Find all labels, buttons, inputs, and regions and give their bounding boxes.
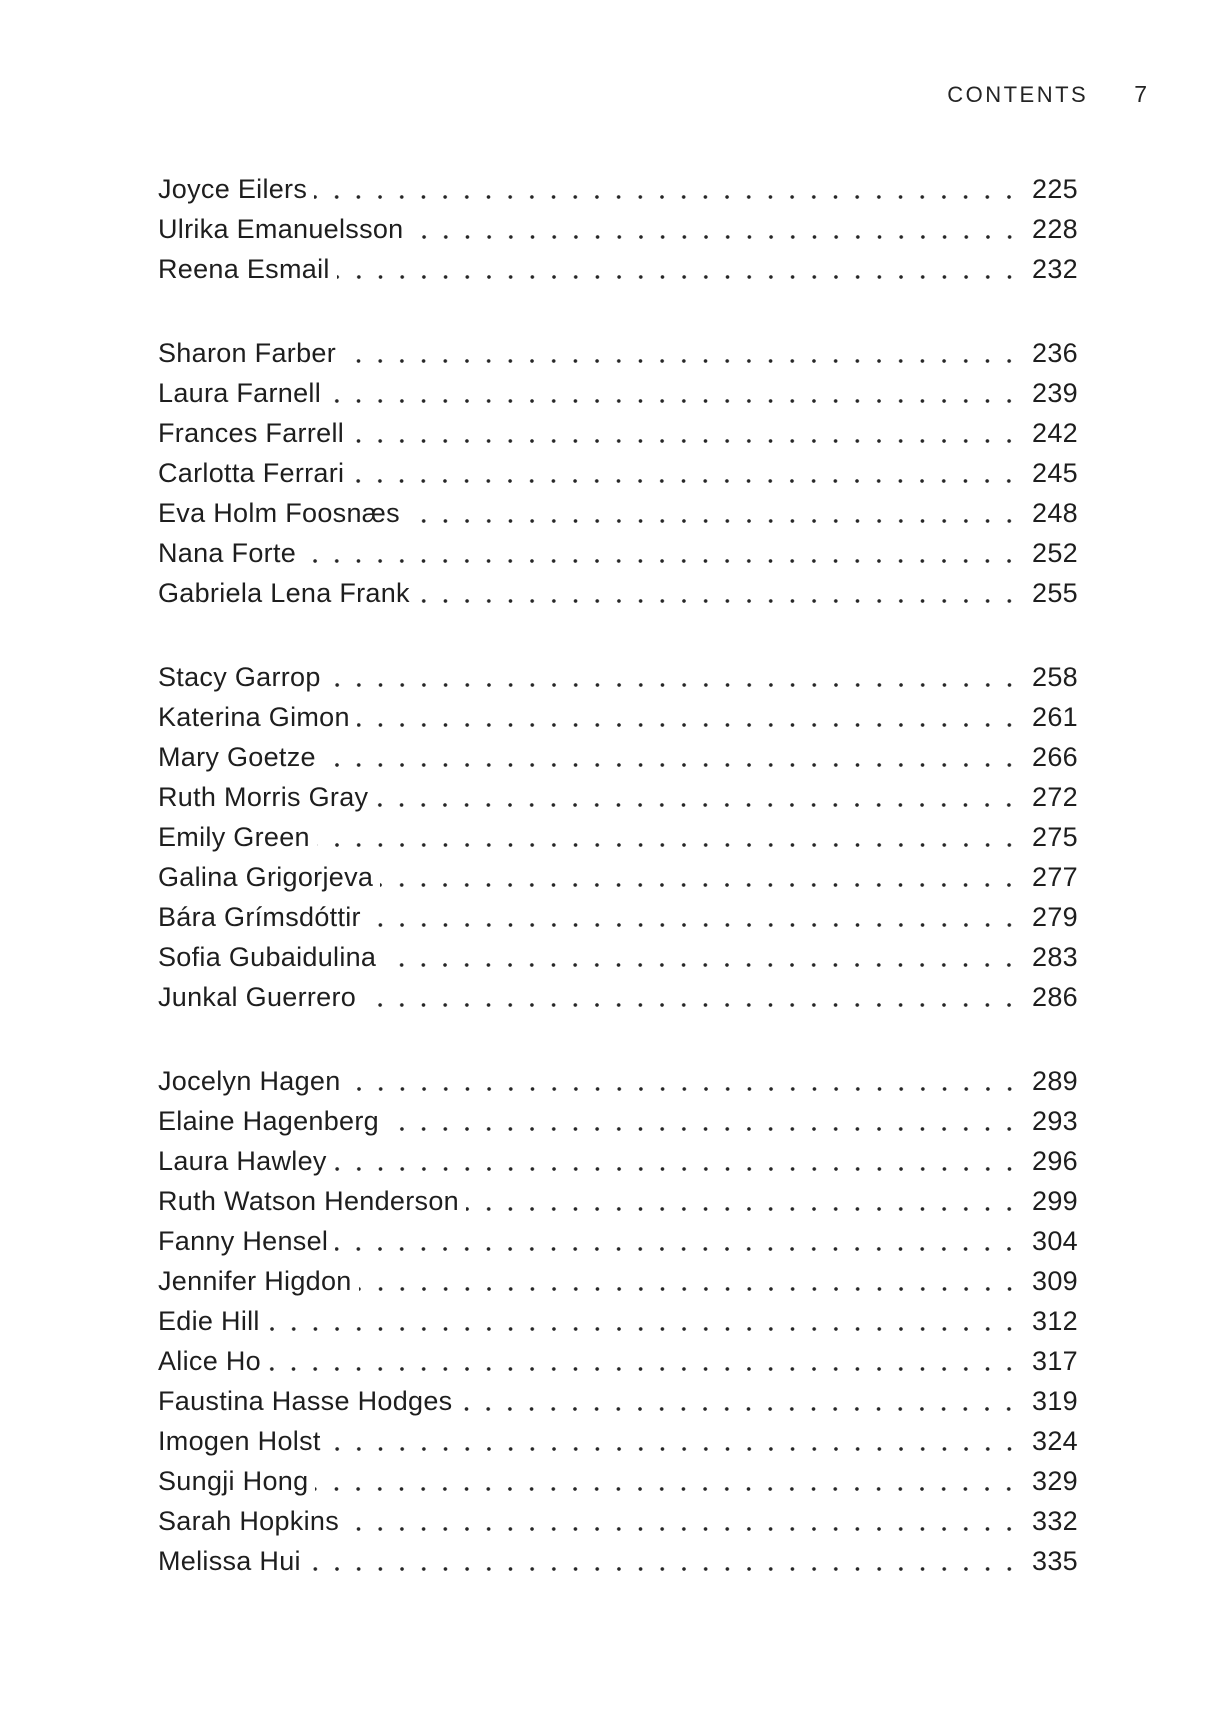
dot-leader: [314, 169, 1022, 209]
toc-entry: [158, 697, 1078, 737]
toc-group: [158, 657, 1078, 1017]
entry-name: Laura Hawley: [158, 1146, 327, 1176]
entry-name: Galina Grigorjeva: [158, 862, 374, 892]
entry-name: Laura Farnell: [158, 378, 321, 408]
toc-entry: [158, 777, 1078, 817]
entry-name: Katerina Gimon: [158, 702, 350, 732]
entry-page-number: 252: [1032, 538, 1078, 568]
entry-name: Elaine Hagenberg: [158, 1106, 379, 1136]
dot-leader: [417, 573, 1022, 613]
entry-page-number: 312: [1032, 1306, 1078, 1336]
toc-entry: [158, 937, 1078, 977]
toc-entry: [158, 1221, 1078, 1261]
dot-leader: [337, 249, 1022, 289]
toc-entry: [158, 897, 1078, 937]
toc-entry: [158, 1421, 1078, 1461]
toc-entry: [158, 1501, 1078, 1541]
toc-entry: [158, 657, 1078, 697]
dot-leader: [334, 1141, 1022, 1181]
toc-entry: [158, 573, 1078, 613]
toc-entry: [158, 1301, 1078, 1341]
toc-entry: [158, 1061, 1078, 1101]
dot-leader: [346, 1501, 1022, 1541]
dot-leader: [407, 493, 1022, 533]
entry-name: Gabriela Lena Frank: [158, 578, 410, 608]
entry-page-number: 248: [1032, 498, 1078, 528]
dot-leader: [459, 1381, 1022, 1421]
toc-entry: [158, 1141, 1078, 1181]
toc-group: [158, 169, 1078, 289]
entry-name: Mary Goetze: [158, 742, 316, 772]
dot-leader: [363, 977, 1022, 1017]
toc-group: [158, 333, 1078, 613]
entry-name: Joyce Eilers: [158, 174, 308, 204]
dot-leader: [268, 1341, 1022, 1381]
running-header: [947, 82, 1147, 107]
dot-leader: [315, 1461, 1022, 1501]
entry-name: Carlotta Ferrari: [158, 458, 345, 488]
entry-name: Imogen Holst: [158, 1426, 321, 1456]
dot-leader: [317, 817, 1022, 857]
toc-entry: [158, 493, 1078, 533]
entry-page-number: 279: [1032, 902, 1078, 932]
entry-page-number: 332: [1032, 1506, 1078, 1536]
entry-page-number: 329: [1032, 1466, 1078, 1496]
toc-entry: [158, 169, 1078, 209]
toc-entry: [158, 413, 1078, 453]
entry-page-number: 239: [1032, 378, 1078, 408]
toc-group: [158, 1061, 1078, 1581]
entry-page-number: 324: [1032, 1426, 1078, 1456]
dot-leader: [383, 937, 1022, 977]
dot-leader: [368, 897, 1022, 937]
toc-entry: [158, 373, 1078, 413]
entry-page-number: 283: [1032, 942, 1078, 972]
dot-leader: [308, 1541, 1022, 1581]
entry-page-number: 293: [1032, 1106, 1078, 1136]
entry-name: Reena Esmail: [158, 254, 330, 284]
entry-page-number: 272: [1032, 782, 1078, 812]
toc-entry: [158, 1341, 1078, 1381]
entry-page-number: 275: [1032, 822, 1078, 852]
entry-name: Jennifer Higdon: [158, 1266, 352, 1296]
entry-page-number: 317: [1032, 1346, 1078, 1376]
entry-name: Bára Grímsdóttir: [158, 902, 361, 932]
toc-list: [158, 169, 1078, 1581]
entry-name: Nana Forte: [158, 538, 297, 568]
entry-page-number: 242: [1032, 418, 1078, 448]
entry-name: Sungji Hong: [158, 1466, 309, 1496]
dot-leader: [466, 1181, 1022, 1221]
dot-leader: [343, 333, 1022, 373]
entry-page-number: 277: [1032, 862, 1078, 892]
toc-entry: [158, 1461, 1078, 1501]
dot-leader: [328, 373, 1022, 413]
entry-page-number: 289: [1032, 1066, 1078, 1096]
entry-page-number: 258: [1032, 662, 1078, 692]
entry-page-number: 232: [1032, 254, 1078, 284]
entry-page-number: 255: [1032, 578, 1078, 608]
toc-entry: [158, 817, 1078, 857]
entry-name: Frances Farrell: [158, 418, 345, 448]
entry-name: Edie Hill: [158, 1306, 260, 1336]
entry-name: Sharon Farber: [158, 338, 336, 368]
entry-name: Emily Green: [158, 822, 310, 852]
toc-entry: [158, 977, 1078, 1017]
entry-page-number: 236: [1032, 338, 1078, 368]
entry-name: Sarah Hopkins: [158, 1506, 339, 1536]
dot-leader: [267, 1301, 1022, 1341]
entry-page-number: 266: [1032, 742, 1078, 772]
entry-name: Ulrika Emanuelsson: [158, 214, 404, 244]
toc-entry: [158, 209, 1078, 249]
dot-leader: [386, 1101, 1022, 1141]
dot-leader: [357, 697, 1022, 737]
dot-leader: [351, 453, 1022, 493]
toc-entry: [158, 333, 1078, 373]
entry-name: Ruth Morris Gray: [158, 782, 369, 812]
dot-leader: [323, 737, 1022, 777]
entry-page-number: 309: [1032, 1266, 1078, 1296]
toc-entry: [158, 453, 1078, 493]
entry-page-number: 319: [1032, 1386, 1078, 1416]
folio-page-number: 7: [1134, 81, 1147, 107]
toc-entry: [158, 1381, 1078, 1421]
entry-name: Melissa Hui: [158, 1546, 301, 1576]
entry-name: Eva Holm Foosnæs: [158, 498, 400, 528]
entry-name: Stacy Garrop: [158, 662, 321, 692]
entry-name: Faustina Hasse Hodges: [158, 1386, 453, 1416]
entry-page-number: 245: [1032, 458, 1078, 488]
toc-entry: [158, 857, 1078, 897]
toc-entry: [158, 737, 1078, 777]
dot-leader: [380, 857, 1022, 897]
dot-leader: [303, 533, 1022, 573]
toc-entry: [158, 1101, 1078, 1141]
entry-page-number: 335: [1032, 1546, 1078, 1576]
entry-name: Ruth Watson Henderson: [158, 1186, 459, 1216]
entry-name: Fanny Hensel: [158, 1226, 329, 1256]
toc-entry: [158, 1541, 1078, 1581]
entry-name: Alice Ho: [158, 1346, 261, 1376]
running-header-title: CONTENTS: [947, 82, 1089, 107]
toc-entry: [158, 1181, 1078, 1221]
entry-page-number: 261: [1032, 702, 1078, 732]
entry-name: Sofia Gubaidulina: [158, 942, 377, 972]
toc-entry: [158, 1261, 1078, 1301]
dot-leader: [335, 1221, 1022, 1261]
entry-page-number: 286: [1032, 982, 1078, 1012]
dot-leader: [348, 1061, 1022, 1101]
entry-page-number: 304: [1032, 1226, 1078, 1256]
entry-page-number: 225: [1032, 174, 1078, 204]
entry-page-number: 228: [1032, 214, 1078, 244]
dot-leader: [328, 657, 1022, 697]
dot-leader: [375, 777, 1022, 817]
dot-leader: [328, 1421, 1022, 1461]
entry-page-number: 296: [1032, 1146, 1078, 1176]
dot-leader: [351, 413, 1022, 453]
dot-leader: [411, 209, 1023, 249]
entry-name: Jocelyn Hagen: [158, 1066, 341, 1096]
entry-name: Junkal Guerrero: [158, 982, 357, 1012]
toc-entry: [158, 249, 1078, 289]
dot-leader: [359, 1261, 1022, 1301]
toc-entry: [158, 533, 1078, 573]
entry-page-number: 299: [1032, 1186, 1078, 1216]
